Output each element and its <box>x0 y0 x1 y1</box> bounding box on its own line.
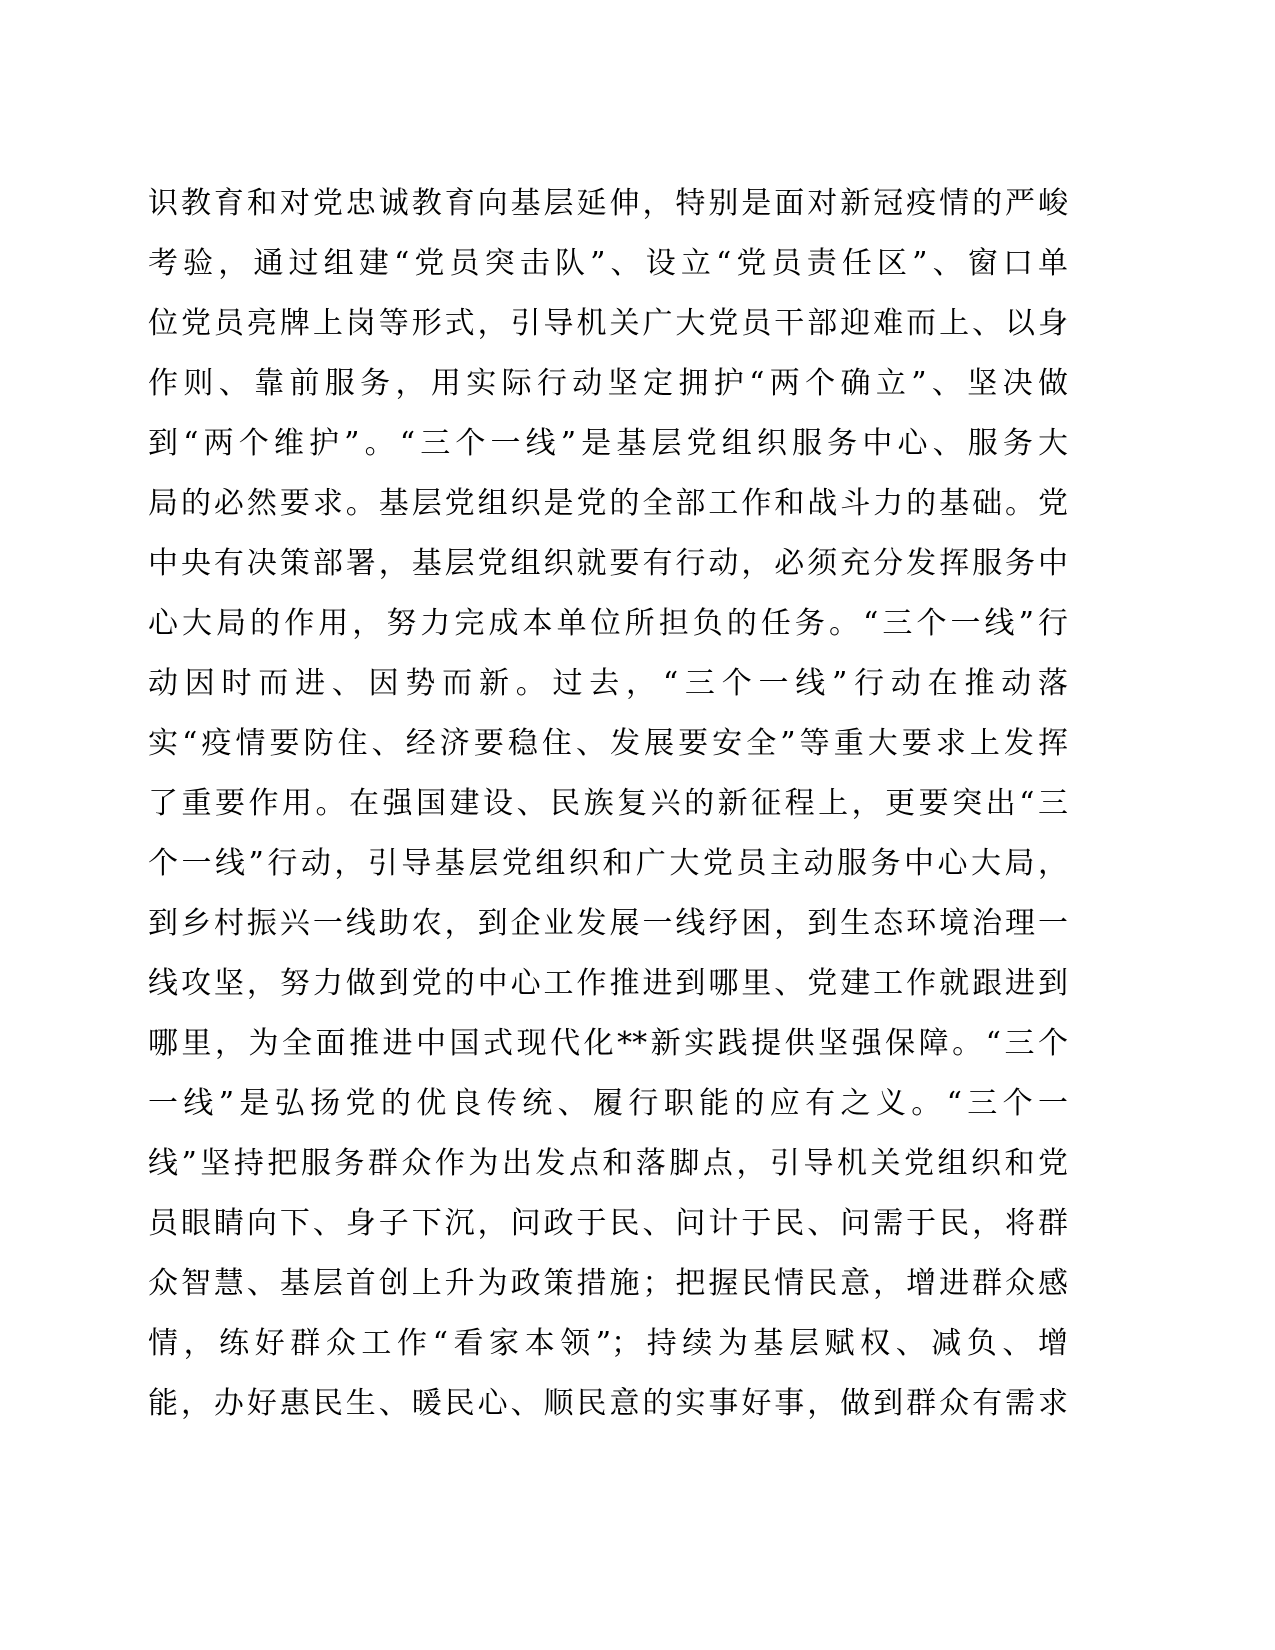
text-line: 一线”是弘扬党的优良传统、履行职能的应有之义。“三个一 <box>148 1086 1068 1121</box>
text-line: 实“疫情要防住、经济要稳住、发展要安全”等重大要求上发挥 <box>148 726 1068 761</box>
text-line: 心大局的作用，努力完成本单位所担负的任务。“三个一线”行 <box>148 606 1068 641</box>
text-line: 局的必然要求。基层党组织是党的全部工作和战斗力的基础。党 <box>148 486 1068 521</box>
text-line: 哪里，为全面推进中国式现代化**新实践提供坚强保障。“三个 <box>148 1026 1068 1061</box>
text-line: 线攻坚，努力做到党的中心工作推进到哪里、党建工作就跟进到 <box>148 966 1068 1001</box>
text-line: 到乡村振兴一线助农，到企业发展一线纾困，到生态环境治理一 <box>148 906 1068 941</box>
body-paragraph <box>148 176 1068 1436</box>
text-line: 到“两个维护”。“三个一线”是基层党组织服务中心、服务大 <box>148 426 1068 461</box>
text-line: 众智慧、基层首创上升为政策措施；把握民情民意，增进群众感 <box>148 1266 1068 1301</box>
text-line: 线”坚持把服务群众作为出发点和落脚点，引导机关党组织和党 <box>148 1146 1068 1181</box>
text-line: 动因时而进、因势而新。过去，“三个一线”行动在推动落 <box>148 666 1068 701</box>
text-line: 情，练好群众工作“看家本领”；持续为基层赋权、减负、增 <box>148 1326 1068 1361</box>
text-line: 考验，通过组建“党员突击队”、设立“党员责任区”、窗口单 <box>148 246 1068 281</box>
text-line: 员眼睛向下、身子下沉，问政于民、问计于民、问需于民，将群 <box>148 1206 1068 1241</box>
text-line: 能，办好惠民生、暖民心、顺民意的实事好事，做到群众有需求 <box>148 1386 1068 1421</box>
text-line: 个一线”行动，引导基层党组织和广大党员主动服务中心大局， <box>148 846 1068 881</box>
text-line: 了重要作用。在强国建设、民族复兴的新征程上，更要突出“三 <box>148 786 1068 821</box>
text-line: 中央有决策部署，基层党组织就要有行动，必须充分发挥服务中 <box>148 546 1068 581</box>
text-line: 识教育和对党忠诚教育向基层延伸，特别是面对新冠疫情的严峻 <box>148 186 1068 221</box>
text-line: 作则、靠前服务，用实际行动坚定拥护“两个确立”、坚决做 <box>148 366 1068 401</box>
text-line: 位党员亮牌上岗等形式，引导机关广大党员干部迎难而上、以身 <box>148 306 1068 341</box>
